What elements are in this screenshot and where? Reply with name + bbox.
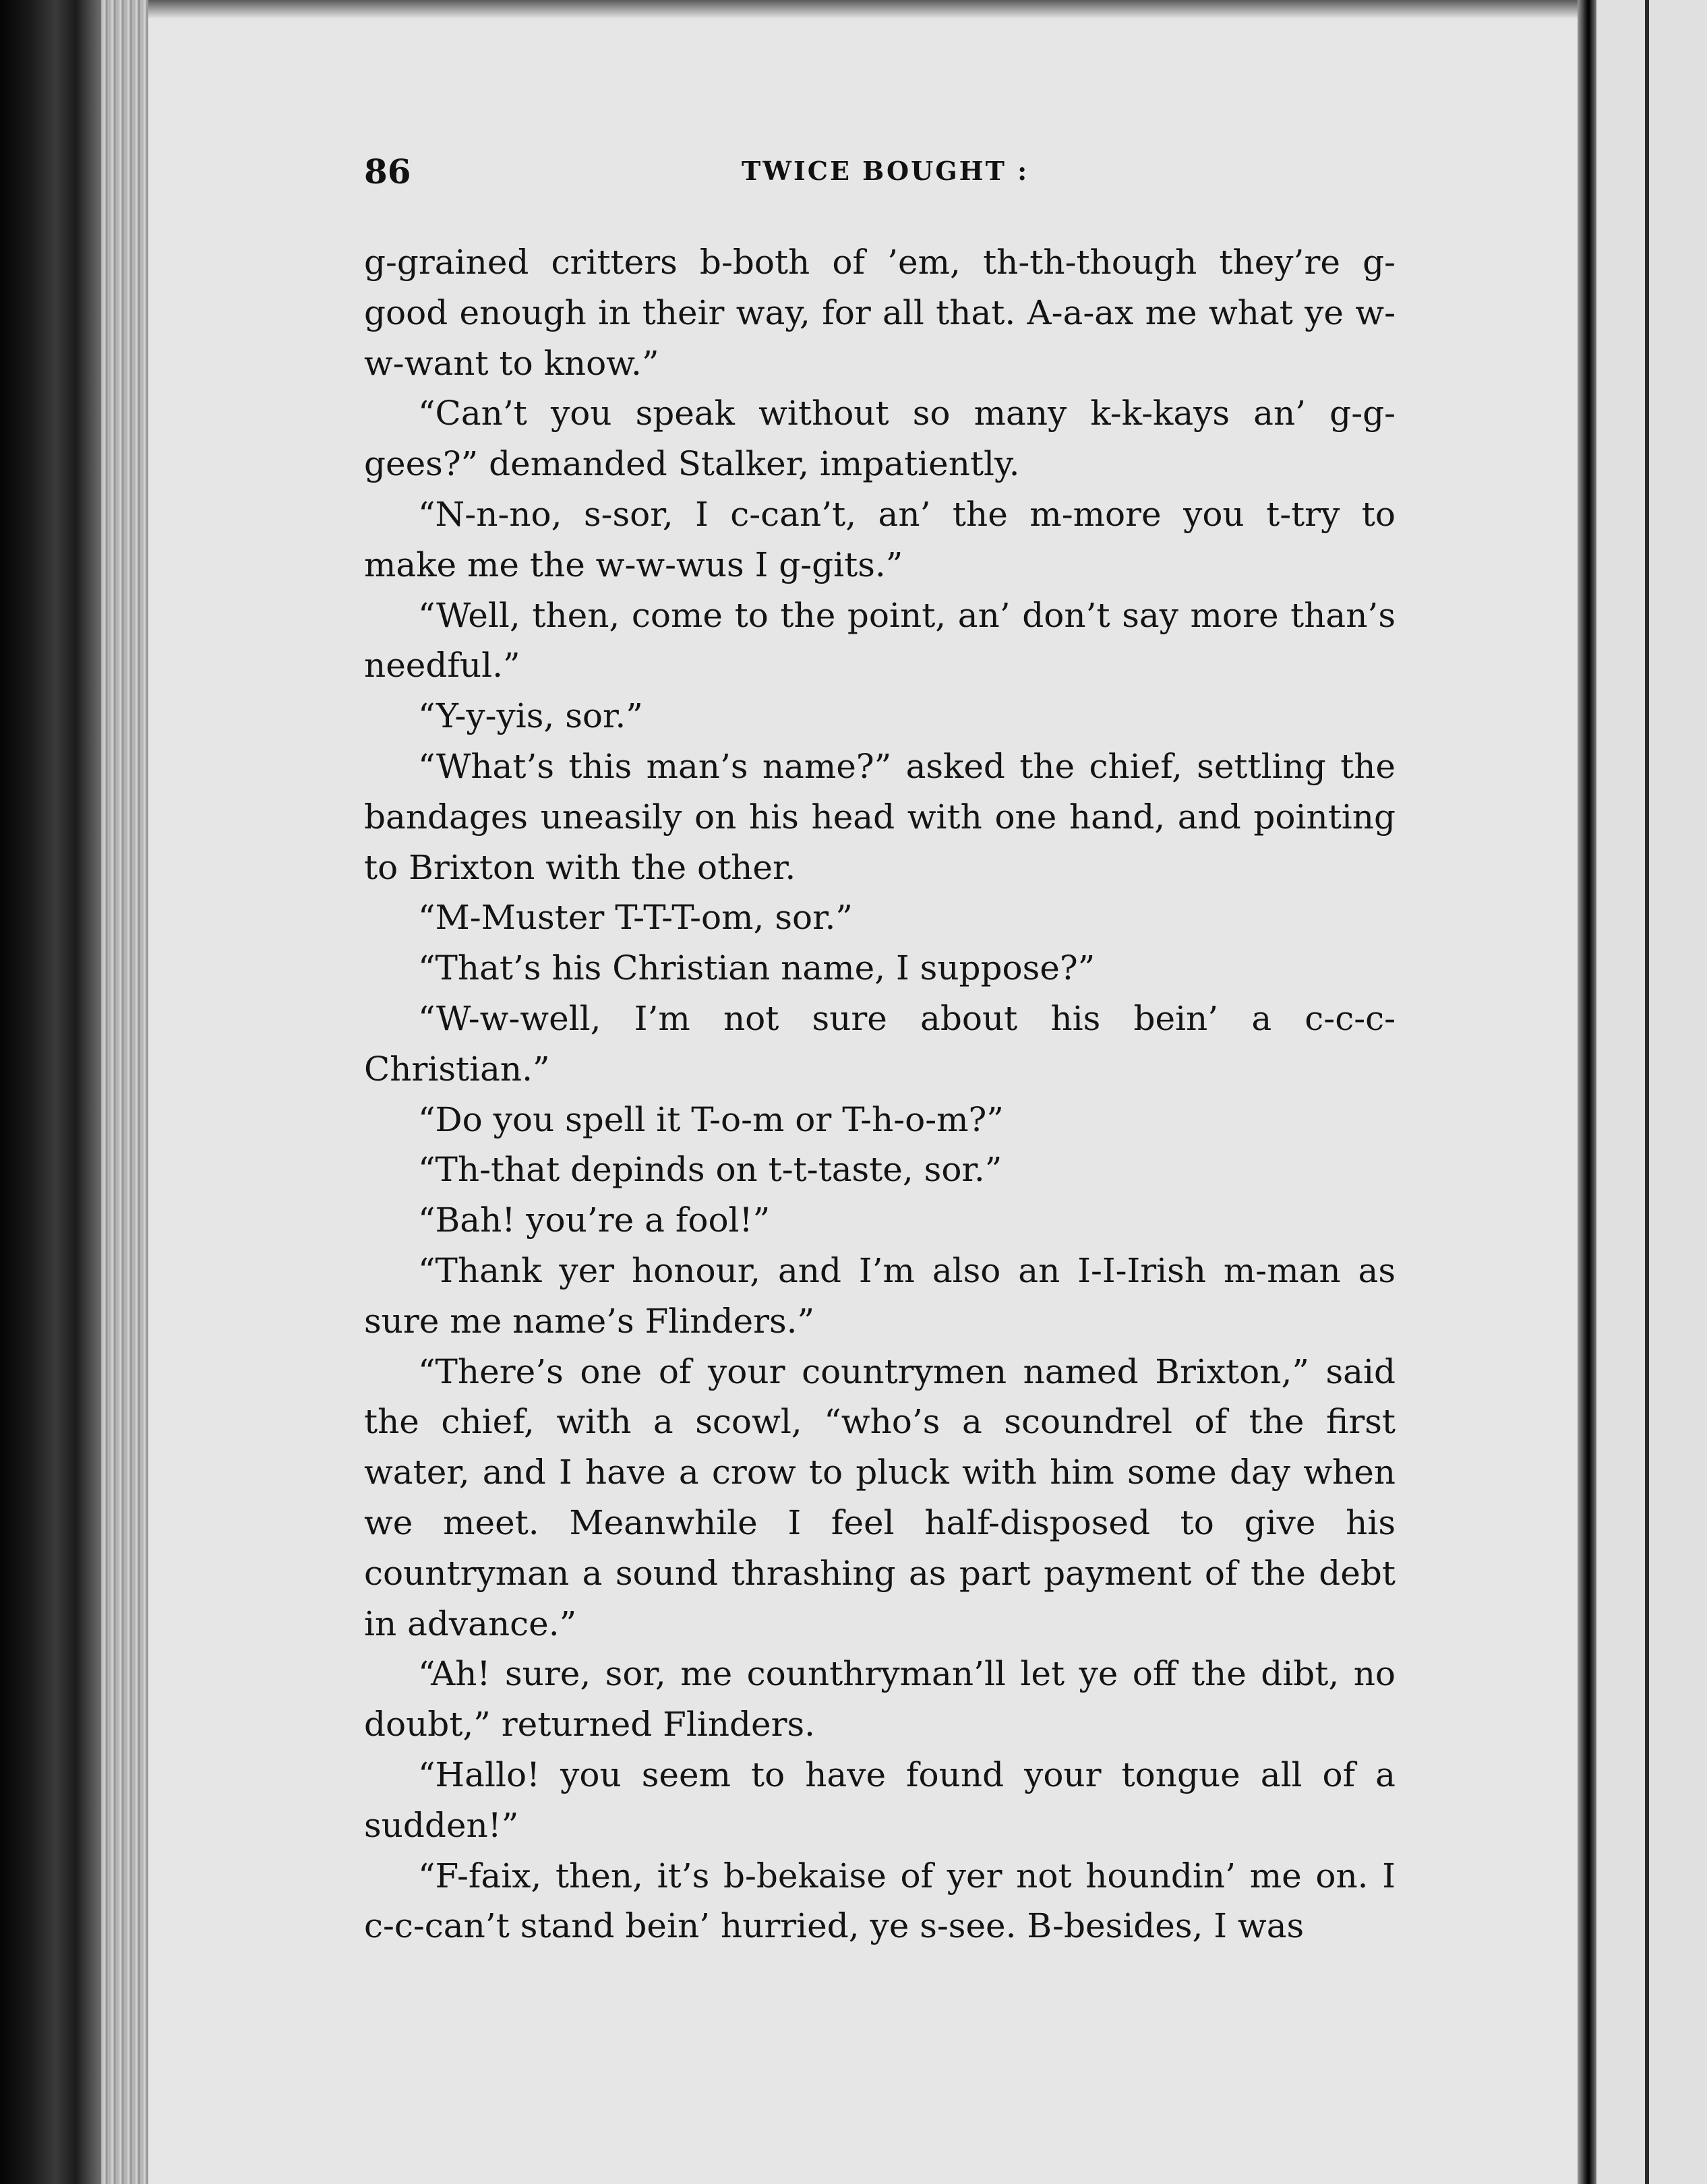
paragraph: “There’s one of your countrymen named Brixton,” said the chief, with a scowl, “who’s a scoundrel of the first water, and I have a crow to pluck with him some day when we meet. Meanwhile I feel half-disposed to give his countryman a sound thrashing as part payment of the debt in advance.”	[364, 1352, 1396, 1643]
next-page-edge-line	[1645, 0, 1649, 2184]
paragraph: “What’s this man’s name?” asked the chief, settling the bandages uneasily on his head with one hand, and pointing to Brixton with the other.	[364, 746, 1396, 887]
paragraph: “Thank yer honour, and I’m also an I-I-Irish m-man as sure me name’s Flinders.”	[364, 1250, 1396, 1341]
paragraph: “Well, then, come to the point, an’ don’t say more than’s needful.”	[364, 595, 1396, 686]
running-head: TWICE BOUGHT :	[742, 156, 1029, 186]
paragraph: g-grained critters b-both of ’em, th-th-though they’re g-good enough in their way, for all that. A-a-ax me what ye w-w-want to know.”	[364, 243, 1396, 383]
paragraph: “F-faix, then, it’s b-bekaise of yer not houndin’ me on. I c-c-can’t stand bein’ hurried, ye s-see. B-besides, I was	[364, 1856, 1396, 1946]
paragraph: “Do you spell it T-o-m or T-h-o-m?”	[418, 1099, 1004, 1139]
paragraph: “Bah! you’re a fool!”	[418, 1201, 771, 1240]
paragraph: “Can’t you speak without so many k-k-kays an’ g-g-gees?” demanded Stalker, impatiently.	[364, 394, 1396, 484]
page-stack-edge	[101, 0, 148, 2184]
paragraph: “Hallo! you seem to have found your tongue all of a sudden!”	[364, 1755, 1396, 1845]
paragraph: “Th-that depinds on t-t-taste, sor.”	[418, 1150, 1002, 1190]
paragraph: “W-w-well, I’m not sure about his bein’ a c-c-c-Christian.”	[364, 998, 1396, 1089]
page-header	[364, 152, 1402, 199]
body-text	[364, 237, 1396, 1951]
paragraph: “N-n-no, s-sor, I c-can’t, an’ the m-more you t-try to make me the w-w-wus I g-gits.”	[364, 494, 1396, 584]
page-gutter	[1578, 0, 1596, 2184]
paragraph: “That’s his Christian name, I suppose?”	[418, 948, 1096, 988]
page-number: 86	[364, 152, 411, 191]
paragraph: “M-Muster T-T-T-om, sor.”	[418, 898, 853, 938]
book-spine-edge	[0, 0, 101, 2184]
paragraph: “Y-y-yis, sor.”	[418, 696, 643, 736]
page-top-shadow	[148, 0, 1584, 19]
paragraph: “Ah! sure, sor, me counthryman’ll let ye off the dibt, no doubt,” returned Flinders.	[364, 1654, 1396, 1745]
next-page-sliver	[1596, 0, 1707, 2184]
